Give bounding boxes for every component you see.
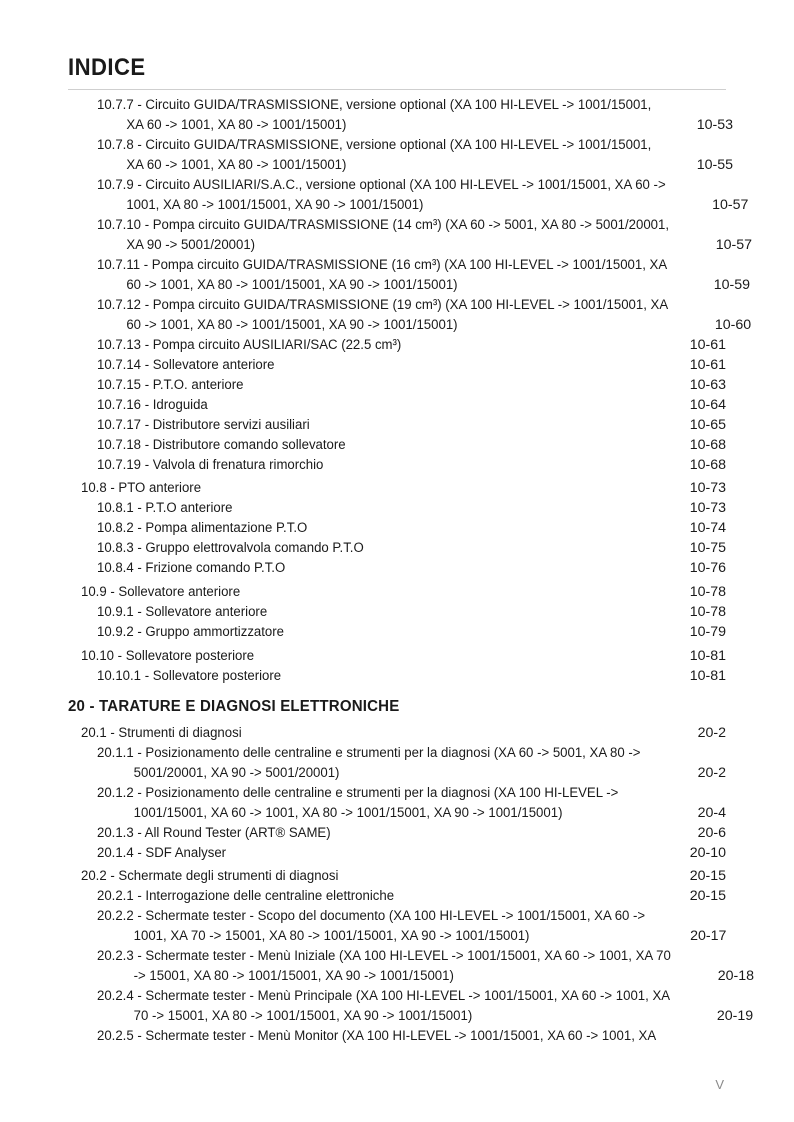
toc-entry-20-2-5[interactable] — [97, 1026, 726, 1046]
toc-entry-10-7-15[interactable] — [97, 375, 726, 395]
toc-entry-20-2-2[interactable] — [97, 906, 726, 946]
toc-entry-10-9-1[interactable] — [97, 602, 726, 622]
toc-entry-title: 10.7.14 - Sollevatore anteriore — [97, 357, 275, 373]
toc-entry-10-7-7[interactable] — [97, 95, 734, 135]
toc-entry-title: 20.1.1 - Posizionamento delle centraline e strumenti per la diagnosi (XA 60 -> 5001, XA 80 -> 5001/20001, XA 90 -> 5001/20001) — [97, 745, 641, 781]
toc-entry-title: 10.9.1 - Sollevatore anteriore — [97, 604, 268, 620]
toc-entry-page: 10-64 — [689, 397, 726, 413]
toc-entry-10-9-2[interactable] — [97, 622, 726, 642]
toc-entry-page: 10-57 — [715, 237, 753, 253]
toc-entry-title: 10.7.13 - Pompa circuito AUSILIARI/SAC (22.5 cm³) — [97, 337, 402, 353]
toc-entry-title: 20.2.1 - Interrogazione delle centraline elettroniche — [97, 888, 395, 904]
toc-entry-page: 10-57 — [712, 197, 749, 213]
toc-entry-20-2-3[interactable] — [97, 946, 755, 986]
page-title: INDICE — [68, 54, 146, 81]
toc-entry-page: 20-15 — [689, 868, 726, 884]
toc-entry-10-8[interactable] — [81, 478, 726, 498]
toc-entry-title: 10.7.16 - Idroguida — [97, 397, 208, 413]
toc-entry-title: 20.1.2 - Posizionamento delle centraline e strumenti per la diagnosi (XA 100 HI-LEVEL -> 1001/15001, XA 60 -> 1001, XA 80 -> 1001/15001, XA 90 -> 1001/15001) — [97, 785, 619, 821]
toc-entry-10-7-12[interactable] — [97, 295, 752, 335]
toc-entry-10-7-8[interactable] — [97, 135, 734, 175]
toc-entry-title: 10.7.19 - Valvola di frenatura rimorchio — [97, 457, 324, 473]
toc-entry-page: 10-78 — [689, 584, 726, 600]
toc-entry-20-1-4[interactable] — [97, 843, 726, 863]
toc-entry-title: 20.2.4 - Schermate tester - Menù Principale (XA 100 HI-LEVEL -> 1001/15001, XA 60 -> 1001, XA 70 -> 15001, XA 80 -> 1001/15001, XA 90 -> 1001/15001) — [97, 988, 671, 1024]
toc-entry-10-7-19[interactable] — [97, 455, 726, 475]
toc-entry-title: 10.7.7 - Circuito GUIDA/TRASMISSIONE, versione optional (XA 100 HI-LEVEL -> 1001/15001, XA 60 -> 1001, XA 80 -> 1001/15001) — [97, 97, 652, 133]
toc-entry-title: 20.2.2 - Schermate tester - Scopo del documento (XA 100 HI-LEVEL -> 1001/15001, XA 60 -> 1001, XA 70 -> 15001, XA 80 -> 1001/15001, XA 90 -> 1001/15001) — [97, 908, 646, 944]
toc-entry-title: 20.2 - Schermate degli strumenti di diagnosi — [81, 868, 339, 884]
toc-entry-title: 10.9.2 - Gruppo ammortizzatore — [97, 624, 285, 640]
toc-entry-page: 10-65 — [689, 417, 726, 433]
toc-entry-20-2-1[interactable] — [97, 886, 726, 906]
toc-entry-10-7-13[interactable] — [97, 335, 726, 355]
toc-entry-title: 20.1 - Strumenti di diagnosi — [81, 725, 242, 741]
toc-entry-20-1-2[interactable] — [97, 783, 726, 823]
toc-entry-10-7-9[interactable] — [97, 175, 749, 215]
toc-entry-10-8-1[interactable] — [97, 498, 726, 518]
toc-entry-page: 10-81 — [689, 648, 726, 664]
toc-entry-20-1-3[interactable] — [97, 823, 726, 843]
toc-entry-title: 10.8 - PTO anteriore — [81, 480, 202, 496]
toc-entry-title: 20.1.3 - All Round Tester (ART® SAME) — [97, 825, 331, 841]
toc-entry-page: 10-73 — [689, 500, 726, 516]
toc-entry-title: 10.8.4 - Frizione comando P.T.O — [97, 560, 286, 576]
toc-entry-page: 10-74 — [689, 520, 726, 536]
toc-entry-page: 20-15 — [689, 888, 726, 904]
toc-entry-title: 10.7.8 - Circuito GUIDA/TRASMISSIONE, versione optional (XA 100 HI-LEVEL -> 1001/15001, XA 60 -> 1001, XA 80 -> 1001/15001) — [97, 137, 652, 173]
toc-entry-title: 10.7.11 - Pompa circuito GUIDA/TRASMISSIONE (16 cm³) (XA 100 HI-LEVEL -> 1001/15001, XA 60 -> 1001, XA 80 -> 1001/15001, XA 90 -> 1001/15001) — [97, 257, 668, 293]
toc-entry-page: 10-61 — [689, 337, 726, 353]
page-number: V — [715, 1077, 724, 1092]
toc-entry-page: 20-6 — [697, 825, 726, 841]
toc-entry-10-7-17[interactable] — [97, 415, 726, 435]
toc-entry-10-10[interactable] — [81, 646, 726, 666]
toc-entry-10-7-18[interactable] — [97, 435, 726, 455]
toc-entry-page: 20-4 — [697, 805, 726, 821]
toc-entry-page: 10-55 — [696, 157, 734, 173]
toc-entry-10-7-11[interactable] — [97, 255, 751, 295]
toc-entry-title: 20.2.3 - Schermate tester - Menù Iniziale (XA 100 HI-LEVEL -> 1001/15001, XA 60 -> 1001, XA 70 -> 15001, XA 80 -> 1001/15001, XA 90 -> 1001/15001) — [97, 948, 671, 984]
toc-entry-page: 20-2 — [697, 765, 726, 781]
section-heading-20: 20 - TARATURE E DIAGNOSI ELETTRONICHE — [68, 698, 400, 715]
toc-entry-page: 20-2 — [697, 725, 726, 741]
toc-entry-page: 20-17 — [690, 928, 727, 944]
toc-entry-title: 10.7.15 - P.T.O. anteriore — [97, 377, 244, 393]
toc-entry-title: 10.7.17 - Distributore servizi ausiliari — [97, 417, 310, 433]
toc-entry-10-7-16[interactable] — [97, 395, 726, 415]
toc-entry-page: 10-68 — [689, 437, 726, 453]
toc-entry-10-8-2[interactable] — [97, 518, 726, 538]
toc-entry-page: 10-75 — [689, 540, 726, 556]
toc-entry-page: 10-59 — [713, 277, 751, 293]
toc-entry-10-9[interactable] — [81, 582, 726, 602]
toc-entry-20-2-4[interactable] — [97, 986, 754, 1026]
toc-entry-page: 20-19 — [716, 1008, 754, 1024]
toc-entry-title: 10.9 - Sollevatore anteriore — [81, 584, 241, 600]
toc-entry-10-10-1[interactable] — [97, 666, 726, 686]
toc-entry-title: 10.7.18 - Distributore comando sollevatore — [97, 437, 346, 453]
toc-entry-page: 10-63 — [689, 377, 726, 393]
toc-entry-title: 10.8.1 - P.T.O anteriore — [97, 500, 233, 516]
toc-entry-title: 10.7.9 - Circuito AUSILIARI/S.A.C., versione optional (XA 100 HI-LEVEL -> 1001/15001, XA 60 -> 1001, XA 80 -> 1001/15001, XA 90 -> 1001/15001) — [97, 177, 666, 213]
toc-entry-title: 20.1.4 - SDF Analyser — [97, 845, 227, 861]
toc-entry-10-7-10[interactable] — [97, 215, 753, 255]
toc-entry-10-8-4[interactable] — [97, 558, 726, 578]
toc-entry-page: 10-73 — [689, 480, 726, 496]
toc-entry-title: 20.2.5 - Schermate tester - Menù Monitor (XA 100 HI-LEVEL -> 1001/15001, XA 60 -> 1001, XA — [97, 1028, 657, 1044]
title-divider — [68, 89, 726, 90]
toc-entry-page: 10-79 — [689, 624, 726, 640]
toc-entry-title: 10.10.1 - Sollevatore posteriore — [97, 668, 282, 684]
toc-entry-20-1[interactable] — [81, 723, 726, 743]
toc-entry-page: 10-60 — [714, 317, 752, 333]
toc-entry-20-2[interactable] — [81, 866, 726, 886]
toc-entry-page: 10-81 — [689, 668, 726, 684]
toc-entry-20-1-1[interactable] — [97, 743, 726, 783]
toc-entry-title: 10.10 - Sollevatore posteriore — [81, 648, 255, 664]
toc-entry-page: 10-53 — [696, 117, 734, 133]
toc-entry-10-8-3[interactable] — [97, 538, 726, 558]
toc-entry-page: 10-78 — [689, 604, 726, 620]
toc-entry-title: 10.7.12 - Pompa circuito GUIDA/TRASMISSIONE (19 cm³) (XA 100 HI-LEVEL -> 1001/15001, XA 60 -> 1001, XA 80 -> 1001/15001, XA 90 -> 1001/15001) — [97, 297, 669, 333]
toc-entry-title: 10.7.10 - Pompa circuito GUIDA/TRASMISSIONE (14 cm³) (XA 60 -> 5001, XA 80 -> 5001/20001, XA 90 -> 5001/20001) — [97, 217, 670, 253]
toc-entry-title: 10.8.3 - Gruppo elettrovalvola comando P.T.O — [97, 540, 364, 556]
toc-entry-page: 10-61 — [689, 357, 726, 373]
toc-entry-page: 10-68 — [689, 457, 726, 473]
toc-entry-title: 10.8.2 - Pompa alimentazione P.T.O — [97, 520, 308, 536]
toc-entry-page: 10-76 — [689, 560, 726, 576]
toc-entry-page: 20-10 — [689, 845, 726, 861]
toc-entry-10-7-14[interactable] — [97, 355, 726, 375]
toc-entry-page: 20-18 — [717, 968, 755, 984]
